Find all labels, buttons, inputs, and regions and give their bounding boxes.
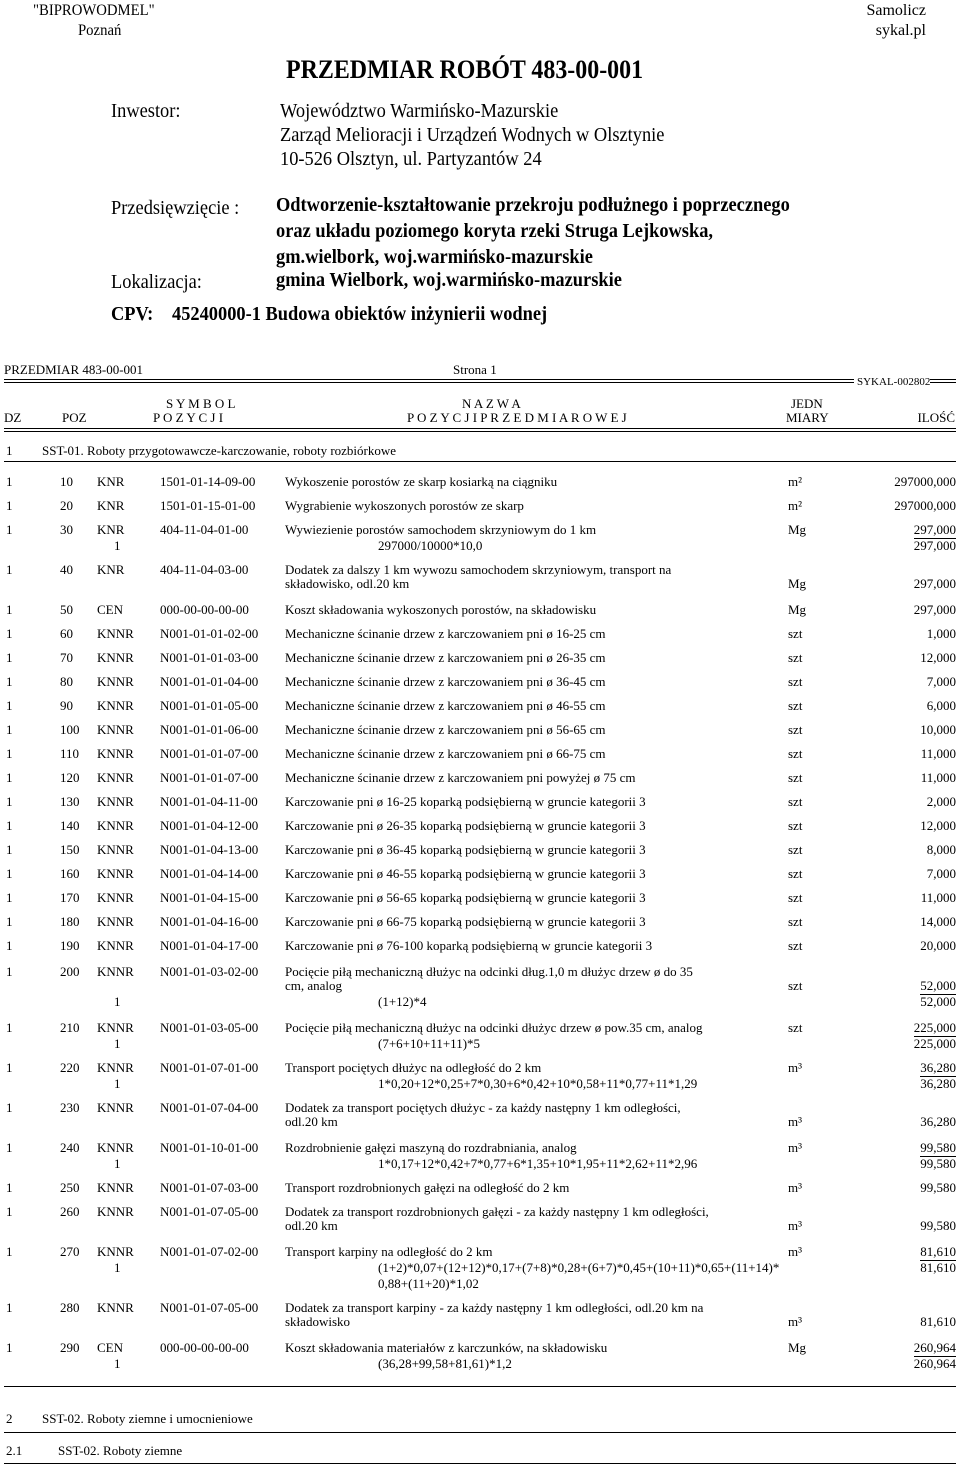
row-quantity: 14,000 bbox=[920, 914, 956, 929]
row-catalog: KNR bbox=[97, 562, 125, 577]
row-catalog: KNNR bbox=[97, 866, 134, 881]
row-quantity: 12,000 bbox=[920, 818, 956, 833]
row-dz: 1 bbox=[6, 498, 13, 513]
calc-multiplier: 1 bbox=[114, 1356, 121, 1371]
row-quantity: 81,610 bbox=[920, 1314, 956, 1329]
row-quantity: 7,000 bbox=[926, 674, 956, 689]
row-catalog: KNNR bbox=[97, 1060, 134, 1075]
row-quantity: 11,000 bbox=[920, 890, 956, 905]
author-name: Samolicz bbox=[866, 2, 926, 19]
row-quantity: 297,000 bbox=[913, 576, 956, 591]
row-quantity: 11,000 bbox=[920, 770, 956, 785]
row-code: N001-01-07-05-00 bbox=[160, 1204, 259, 1219]
row-description: Karczowanie pni ø 66-75 koparką podsiębierną w gruncie kategorii 3 bbox=[285, 914, 646, 929]
row-description: Transport karpiny na odległość do 2 km bbox=[285, 1244, 493, 1259]
col-jedn-top: JEDN bbox=[791, 396, 823, 411]
row-description: Karczowanie pni ø 26-35 koparką podsiębierną w gruncie kategorii 3 bbox=[285, 818, 646, 833]
row-dz: 1 bbox=[6, 866, 13, 881]
calc-multiplier: 1 bbox=[114, 1260, 121, 1275]
row-unit: szt bbox=[788, 978, 803, 993]
row-unit: szt bbox=[788, 698, 803, 713]
row-poz: 90 bbox=[60, 698, 73, 713]
row-description: Rozdrobnienie gałęzi maszyną do rozdrabniania, analog bbox=[285, 1140, 577, 1155]
row-unit: Mg bbox=[788, 1340, 807, 1355]
calc-formula: (1+12)*4 bbox=[378, 994, 427, 1009]
row-catalog: KNNR bbox=[97, 890, 134, 905]
row-description: Karczowanie pni ø 16-25 koparką podsiębierną w gruncie kategorii 3 bbox=[285, 794, 646, 809]
row-code: N001-01-04-16-00 bbox=[160, 914, 259, 929]
row-code: 1501-01-14-09-00 bbox=[160, 474, 256, 489]
row-description: Mechaniczne ścinanie drzew z karczowaniem pni ø 66-75 cm bbox=[285, 746, 606, 761]
row-unit: m³ bbox=[788, 1140, 803, 1155]
calc-result: 225,000 bbox=[913, 1036, 956, 1051]
row-code: N001-01-03-02-00 bbox=[160, 964, 259, 979]
calc-result: 260,964 bbox=[913, 1356, 956, 1371]
row-catalog: KNNR bbox=[97, 1300, 134, 1315]
row-code: N001-01-07-02-00 bbox=[160, 1244, 259, 1259]
row-quantity: 2,000 bbox=[926, 794, 956, 809]
row-code: N001-01-03-05-00 bbox=[160, 1020, 259, 1035]
row-catalog: KNNR bbox=[97, 722, 134, 737]
row-description: Mechaniczne ścinanie drzew z karczowaniem pni powyżej ø 75 cm bbox=[285, 770, 636, 785]
row-unit: m² bbox=[788, 474, 803, 489]
row-dz: 1 bbox=[6, 1060, 13, 1075]
row-catalog: KNNR bbox=[97, 746, 134, 761]
row-unit: m³ bbox=[788, 1218, 803, 1233]
page-code: SYKAL-002802 bbox=[857, 376, 931, 388]
row-unit: szt bbox=[788, 626, 803, 641]
col-symbol-top: S Y M B O L bbox=[166, 396, 236, 411]
row-catalog: KNNR bbox=[97, 842, 134, 857]
row-quantity: 52,000 bbox=[920, 978, 956, 993]
row-catalog: KNNR bbox=[97, 698, 134, 713]
row-unit: szt bbox=[788, 1020, 803, 1035]
row-unit: szt bbox=[788, 890, 803, 905]
calc-formula: (36,28+99,58+81,61)*1,2 bbox=[378, 1356, 512, 1371]
row-dz: 1 bbox=[6, 602, 13, 617]
row-dz: 1 bbox=[6, 1300, 13, 1315]
row-poz: 230 bbox=[60, 1100, 80, 1115]
row-description: Mechaniczne ścinanie drzew z karczowaniem pni ø 36-45 cm bbox=[285, 674, 606, 689]
col-symbol-bottom: P O Z Y C J I bbox=[153, 410, 224, 425]
row-description-cont: składowisko, odl.20 km bbox=[285, 576, 410, 591]
row-dz: 1 bbox=[6, 674, 13, 689]
project-line-1: Odtworzenie-kształtowanie przekroju podłużnego i poprzecznego bbox=[276, 194, 790, 216]
row-description: Wygrabienie wykoszonych porostów ze skarp bbox=[285, 498, 524, 513]
row-description: Dodatek za transport karpiny - za każdy następny 1 km odległości, odl.20 km na bbox=[285, 1300, 704, 1315]
column-header-rule bbox=[4, 428, 956, 432]
row-quantity: 297000,000 bbox=[894, 498, 956, 513]
row-poz: 160 bbox=[60, 866, 80, 881]
row-description: Dodatek za dalszy 1 km wywozu samochodem skrzyniowym, transport na bbox=[285, 562, 672, 577]
row-quantity: 36,280 bbox=[920, 1060, 956, 1075]
col-nazwa-top: N A Z W A bbox=[462, 396, 521, 411]
calc-formula: (7+6+10+11+11)*5 bbox=[378, 1036, 481, 1051]
row-code: 1501-01-15-01-00 bbox=[160, 498, 256, 513]
row-code: N001-01-04-15-00 bbox=[160, 890, 259, 905]
section-2-1-number: 2.1 bbox=[6, 1443, 23, 1458]
row-unit: m³ bbox=[788, 1314, 803, 1329]
calc-multiplier: 1 bbox=[114, 1156, 121, 1171]
row-code: N001-01-01-03-00 bbox=[160, 650, 259, 665]
row-catalog: KNNR bbox=[97, 1180, 134, 1195]
row-description: Pocięcie piłą mechaniczną dłużyc na odcinki dług.1,0 m dłużyc drzew ø do 35 bbox=[285, 964, 693, 979]
row-poz: 290 bbox=[60, 1340, 80, 1355]
row-poz: 80 bbox=[60, 674, 73, 689]
row-description: Koszt składowania materiałów z karczunków, na składowisku bbox=[285, 1340, 608, 1355]
row-poz: 100 bbox=[60, 722, 80, 737]
row-quantity: 99,580 bbox=[920, 1140, 956, 1155]
row-poz: 140 bbox=[60, 818, 80, 833]
calc-formula: 1*0,17+12*0,42+7*0,77+6*1,35+10*1,95+11*2,62+11*2,96 bbox=[378, 1156, 698, 1171]
col-nazwa-bottom: P O Z Y C J I P R Z E D M I A R O W E J bbox=[407, 410, 627, 425]
row-quantity: 8,000 bbox=[926, 842, 956, 857]
row-code: N001-01-01-04-00 bbox=[160, 674, 259, 689]
row-code: N001-01-07-05-00 bbox=[160, 1300, 259, 1315]
row-poz: 200 bbox=[60, 964, 80, 979]
row-quantity: 297000,000 bbox=[894, 474, 956, 489]
row-poz: 10 bbox=[60, 474, 73, 489]
row-dz: 1 bbox=[6, 650, 13, 665]
row-unit: m³ bbox=[788, 1244, 803, 1259]
row-code: N001-01-04-17-00 bbox=[160, 938, 259, 953]
calc-result: 297,000 bbox=[913, 538, 956, 553]
calc-result: 36,280 bbox=[920, 1076, 956, 1091]
investor-line-1: Województwo Warmińsko-Mazurskie bbox=[280, 100, 559, 122]
row-description: Transport rozdrobnionych gałęzi na odległość do 2 km bbox=[285, 1180, 570, 1195]
calc-result: 52,000 bbox=[920, 994, 956, 1009]
col-dz: DZ bbox=[4, 410, 22, 425]
col-ilosc: ILOŚĆ bbox=[917, 410, 955, 425]
section-1-title: SST-01. Roboty przygotowawcze-karczowanie, roboty rozbiórkowe bbox=[42, 443, 397, 458]
row-dz: 1 bbox=[6, 770, 13, 785]
cpv-label: CPV: bbox=[111, 303, 154, 325]
location-value: gmina Wielbork, woj.warmińsko-mazurskie bbox=[276, 269, 622, 291]
row-poz: 40 bbox=[60, 562, 73, 577]
row-dz: 1 bbox=[6, 1100, 13, 1115]
row-dz: 1 bbox=[6, 890, 13, 905]
row-catalog: KNNR bbox=[97, 1020, 134, 1035]
row-quantity: 11,000 bbox=[920, 746, 956, 761]
row-unit: szt bbox=[788, 674, 803, 689]
calc-multiplier: 1 bbox=[114, 994, 121, 1009]
row-code: N001-01-04-12-00 bbox=[160, 818, 259, 833]
row-catalog: KNNR bbox=[97, 914, 134, 929]
row-unit: szt bbox=[788, 746, 803, 761]
calc-formula: 297000/10000*10,0 bbox=[378, 538, 483, 553]
row-description: Mechaniczne ścinanie drzew z karczowaniem pni ø 16-25 cm bbox=[285, 626, 606, 641]
row-unit: szt bbox=[788, 938, 803, 953]
row-quantity: 99,580 bbox=[920, 1180, 956, 1195]
row-poz: 30 bbox=[60, 522, 73, 537]
col-poz: POZ bbox=[62, 410, 87, 425]
section-2-1-rule bbox=[4, 1463, 956, 1464]
row-dz: 1 bbox=[6, 1180, 13, 1195]
row-poz: 190 bbox=[60, 938, 80, 953]
row-poz: 150 bbox=[60, 842, 80, 857]
row-unit: m² bbox=[788, 498, 803, 513]
row-unit: szt bbox=[788, 818, 803, 833]
row-poz: 70 bbox=[60, 650, 73, 665]
row-dz: 1 bbox=[6, 1140, 13, 1155]
row-catalog: KNR bbox=[97, 522, 125, 537]
row-dz: 1 bbox=[6, 818, 13, 833]
row-dz: 1 bbox=[6, 698, 13, 713]
row-description: Mechaniczne ścinanie drzew z karczowaniem pni ø 46-55 cm bbox=[285, 698, 606, 713]
row-code: 404-11-04-01-00 bbox=[160, 522, 249, 537]
project-label: Przedsięwzięcie : bbox=[111, 197, 240, 219]
row-description: Mechaniczne ścinanie drzew z karczowaniem pni ø 56-65 cm bbox=[285, 722, 606, 737]
row-quantity: 7,000 bbox=[926, 866, 956, 881]
row-dz: 1 bbox=[6, 842, 13, 857]
section-2-title: SST-02. Roboty ziemne i umocnieniowe bbox=[42, 1411, 253, 1426]
page-number: Strona 1 bbox=[453, 362, 497, 377]
row-dz: 1 bbox=[6, 722, 13, 737]
row-quantity: 260,964 bbox=[913, 1340, 956, 1355]
row-description: Karczowanie pni ø 36-45 koparką podsiębierną w gruncie kategorii 3 bbox=[285, 842, 646, 857]
row-dz: 1 bbox=[6, 914, 13, 929]
section-1-number: 1 bbox=[6, 443, 13, 458]
project-line-3: gm.wielbork, woj.warmińsko-mazurskie bbox=[276, 246, 593, 268]
row-poz: 210 bbox=[60, 1020, 80, 1035]
row-poz: 120 bbox=[60, 770, 80, 785]
row-poz: 240 bbox=[60, 1140, 80, 1155]
row-poz: 260 bbox=[60, 1204, 80, 1219]
project-line-2: oraz układu poziomego koryta rzeki Struga Lejkowska, bbox=[276, 220, 713, 242]
section-2-number: 2 bbox=[6, 1411, 13, 1426]
row-description: Wywiezienie porostów samochodem skrzyniowym do 1 km bbox=[285, 522, 597, 537]
row-catalog: KNNR bbox=[97, 794, 134, 809]
row-quantity: 99,580 bbox=[920, 1218, 956, 1233]
row-poz: 20 bbox=[60, 498, 73, 513]
row-catalog: KNR bbox=[97, 474, 125, 489]
row-quantity: 36,280 bbox=[920, 1114, 956, 1129]
row-description-cont: odl.20 km bbox=[285, 1114, 338, 1129]
row-code: N001-01-04-14-00 bbox=[160, 866, 259, 881]
section-2-rule bbox=[4, 1432, 956, 1433]
row-code: 404-11-04-03-00 bbox=[160, 562, 249, 577]
row-dz: 1 bbox=[6, 746, 13, 761]
row-catalog: KNNR bbox=[97, 674, 134, 689]
row-description: Wykoszenie porostów ze skarp kosiarką na ciągniku bbox=[285, 474, 558, 489]
row-catalog: KNNR bbox=[97, 626, 134, 641]
row-code: N001-01-10-01-00 bbox=[160, 1140, 259, 1155]
row-catalog: KNNR bbox=[97, 1100, 134, 1115]
row-unit: Mg bbox=[788, 522, 807, 537]
author-site: sykal.pl bbox=[875, 22, 926, 39]
row-quantity: 6,000 bbox=[926, 698, 956, 713]
row-code: N001-01-07-03-00 bbox=[160, 1180, 259, 1195]
location-label: Lokalizacja: bbox=[111, 271, 202, 293]
row-quantity: 225,000 bbox=[913, 1020, 956, 1035]
row-dz: 1 bbox=[6, 794, 13, 809]
header-double-rule-end bbox=[930, 379, 956, 383]
row-code: N001-01-01-07-00 bbox=[160, 770, 259, 785]
row-dz: 1 bbox=[6, 938, 13, 953]
row-unit: szt bbox=[788, 650, 803, 665]
row-catalog: KNNR bbox=[97, 1244, 134, 1259]
row-unit: Mg bbox=[788, 576, 807, 591]
calc-multiplier: 1 bbox=[114, 538, 121, 553]
row-poz: 270 bbox=[60, 1244, 80, 1259]
row-code: N001-01-01-07-00 bbox=[160, 746, 259, 761]
investor-line-3: 10-526 Olsztyn, ul. Partyzantów 24 bbox=[280, 148, 542, 170]
row-unit: szt bbox=[788, 794, 803, 809]
row-code: 000-00-00-00-00 bbox=[160, 1340, 249, 1355]
row-catalog: KNNR bbox=[97, 1140, 134, 1155]
row-quantity: 1,000 bbox=[926, 626, 956, 641]
row-catalog: KNR bbox=[97, 498, 125, 513]
row-poz: 180 bbox=[60, 914, 80, 929]
row-poz: 50 bbox=[60, 602, 73, 617]
row-catalog: KNNR bbox=[97, 1204, 134, 1219]
row-dz: 1 bbox=[6, 562, 13, 577]
company-name: "BIPROWODMEL" bbox=[33, 2, 155, 19]
row-quantity: 10,000 bbox=[920, 722, 956, 737]
row-dz: 1 bbox=[6, 626, 13, 641]
row-unit: szt bbox=[788, 842, 803, 857]
row-code: N001-01-07-01-00 bbox=[160, 1060, 259, 1075]
row-description: Karczowanie pni ø 76-100 koparką podsiębierną w gruncie kategorii 3 bbox=[285, 938, 653, 953]
header-double-rule bbox=[4, 379, 854, 383]
row-description-cont: cm, analog bbox=[285, 978, 343, 993]
row-poz: 110 bbox=[60, 746, 80, 761]
row-quantity: 81,610 bbox=[920, 1244, 956, 1259]
investor-line-2: Zarząd Melioracji i Urządzeń Wodnych w Olsztynie bbox=[280, 124, 665, 146]
row-poz: 130 bbox=[60, 794, 80, 809]
section-2-1-title: SST-02. Roboty ziemne bbox=[58, 1443, 183, 1458]
row-code: 000-00-00-00-00 bbox=[160, 602, 249, 617]
row-quantity: 297,000 bbox=[913, 522, 956, 537]
investor-label: Inwestor: bbox=[111, 100, 181, 122]
row-quantity: 297,000 bbox=[913, 602, 956, 617]
calc-result: 99,580 bbox=[920, 1156, 956, 1171]
calc-formula-cont: 0,88+(11+20)*1,02 bbox=[378, 1276, 479, 1291]
row-dz: 1 bbox=[6, 1204, 13, 1219]
row-unit: m³ bbox=[788, 1180, 803, 1195]
calc-formula: (1+2)*0,07+(12+12)*0,17+(7+8)*0,28+(6+7)*0,45+(10+11)*0,65+(11+14)* bbox=[378, 1260, 780, 1275]
row-unit: Mg bbox=[788, 602, 807, 617]
row-unit: m³ bbox=[788, 1060, 803, 1075]
row-quantity: 12,000 bbox=[920, 650, 956, 665]
row-catalog: CEN bbox=[97, 602, 123, 617]
row-unit: szt bbox=[788, 914, 803, 929]
row-dz: 1 bbox=[6, 1244, 13, 1259]
row-dz: 1 bbox=[6, 474, 13, 489]
row-catalog: KNNR bbox=[97, 818, 134, 833]
row-description: Karczowanie pni ø 56-65 koparką podsiębierną w gruncie kategorii 3 bbox=[285, 890, 646, 905]
row-dz: 1 bbox=[6, 964, 13, 979]
row-description: Pocięcie piłą mechaniczną dłużyc na odcinki dłużyc drzew ø pow.35 cm, analog bbox=[285, 1020, 703, 1035]
row-poz: 170 bbox=[60, 890, 80, 905]
row-catalog: KNNR bbox=[97, 938, 134, 953]
row-unit: m³ bbox=[788, 1114, 803, 1129]
row-description: Karczowanie pni ø 46-55 koparką podsiębierną w gruncie kategorii 3 bbox=[285, 866, 646, 881]
row-description: Mechaniczne ścinanie drzew z karczowaniem pni ø 26-35 cm bbox=[285, 650, 606, 665]
row-catalog: KNNR bbox=[97, 650, 134, 665]
cpv-value: 45240000-1 Budowa obiektów inżynierii wodnej bbox=[172, 303, 548, 325]
row-description: Transport pociętych dłużyc na odległość do 2 km bbox=[285, 1060, 542, 1075]
row-dz: 1 bbox=[6, 522, 13, 537]
row-code: N001-01-01-02-00 bbox=[160, 626, 259, 641]
section-1-rule bbox=[4, 461, 956, 462]
row-unit: szt bbox=[788, 722, 803, 737]
row-description-cont: odl.20 km bbox=[285, 1218, 338, 1233]
bottom-rule bbox=[4, 1386, 956, 1387]
company-city: Poznań bbox=[78, 22, 122, 39]
row-poz: 280 bbox=[60, 1300, 80, 1315]
calc-formula: 1*0,20+12*0,25+7*0,30+6*0,42+10*0,58+11*0,77+11*1,29 bbox=[378, 1076, 698, 1091]
row-poz: 60 bbox=[60, 626, 73, 641]
row-code: N001-01-04-11-00 bbox=[160, 794, 258, 809]
calc-result: 81,610 bbox=[920, 1260, 956, 1275]
row-quantity: 20,000 bbox=[920, 938, 956, 953]
row-dz: 1 bbox=[6, 1020, 13, 1035]
row-poz: 220 bbox=[60, 1060, 80, 1075]
row-description-cont: składowisko bbox=[285, 1314, 350, 1329]
row-description: Dodatek za transport rozdrobnionych gałęzi - za każdy następny 1 km odległości, bbox=[285, 1204, 709, 1219]
row-catalog: KNNR bbox=[97, 964, 134, 979]
row-dz: 1 bbox=[6, 1340, 13, 1355]
page-header-left: PRZEDMIAR 483-00-001 bbox=[4, 362, 144, 377]
row-code: N001-01-01-05-00 bbox=[160, 698, 259, 713]
row-description: Koszt składowania wykoszonych porostów, na składowisku bbox=[285, 602, 597, 617]
row-code: N001-01-04-13-00 bbox=[160, 842, 259, 857]
row-code: N001-01-07-04-00 bbox=[160, 1100, 259, 1115]
row-catalog: KNNR bbox=[97, 770, 134, 785]
row-catalog: CEN bbox=[97, 1340, 123, 1355]
col-jedn-bottom: MIARY bbox=[786, 410, 829, 425]
document-title: PRZEDMIAR ROBÓT 483-00-001 bbox=[286, 55, 644, 84]
row-unit: szt bbox=[788, 866, 803, 881]
calc-multiplier: 1 bbox=[114, 1076, 121, 1091]
calc-multiplier: 1 bbox=[114, 1036, 121, 1051]
row-poz: 250 bbox=[60, 1180, 80, 1195]
row-description: Dodatek za transport pociętych dłużyc - za każdy następny 1 km odległości, bbox=[285, 1100, 681, 1115]
row-unit: szt bbox=[788, 770, 803, 785]
row-code: N001-01-01-06-00 bbox=[160, 722, 259, 737]
